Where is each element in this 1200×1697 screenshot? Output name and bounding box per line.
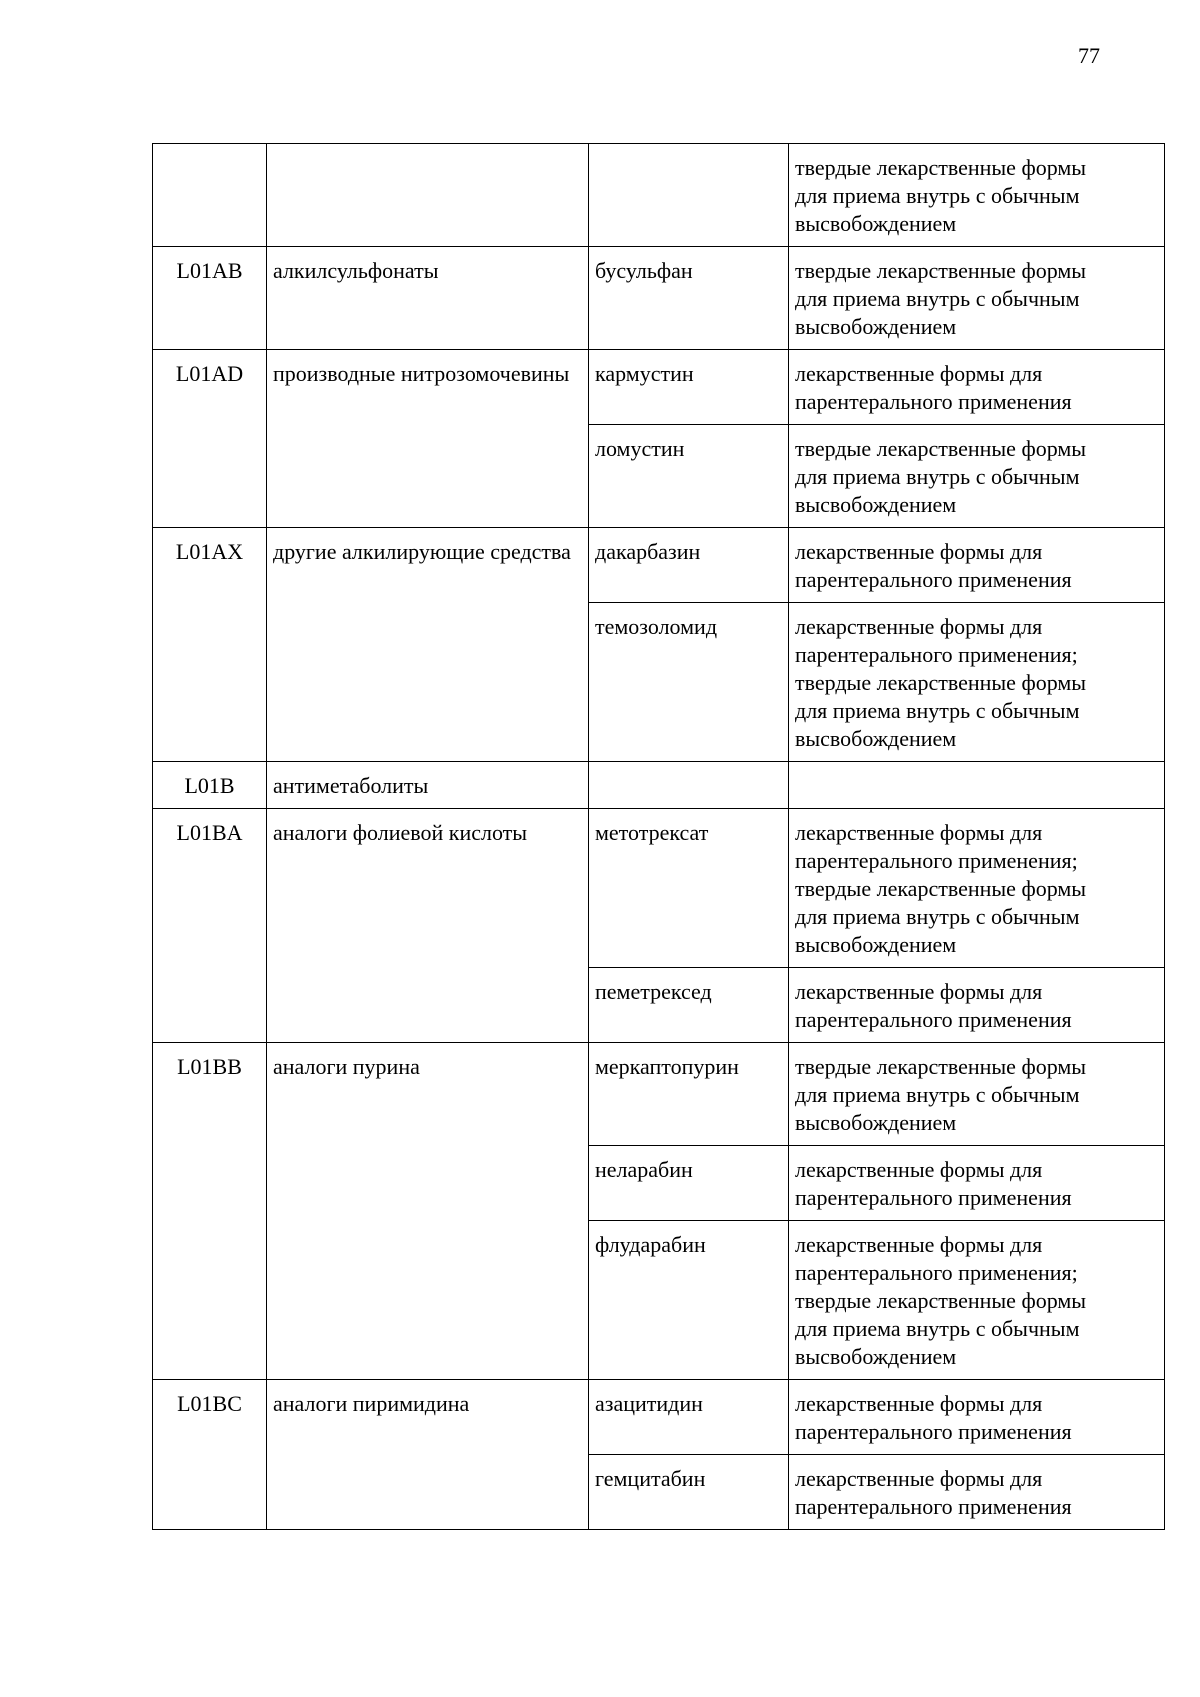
dosage-form-line: высвобождением — [795, 932, 957, 957]
dosage-form-line: парентерального применения — [795, 567, 1072, 592]
dosage-form-cell — [789, 603, 1165, 762]
dosage-form-cell — [789, 144, 1165, 247]
dosage-form-line: лекарственные формы для — [795, 1232, 1043, 1257]
dosage-form-line: парентерального применения — [795, 1494, 1072, 1519]
dosage-form-line: твердые лекарственные формы — [795, 436, 1087, 461]
dosage-form-line: для приема внутрь с обычным — [795, 183, 1080, 208]
dosage-form-cell — [789, 247, 1165, 350]
dosage-form-line: твердые лекарственные формы — [795, 670, 1087, 695]
dosage-form-line: парентерального применения; — [795, 848, 1078, 873]
group-cell: аналоги пиримидина — [267, 1380, 589, 1530]
dosage-form-line: парентерального применения — [795, 1007, 1072, 1032]
group-cell — [267, 144, 589, 247]
dosage-form-cell — [789, 350, 1165, 425]
dosage-form-cell — [789, 1043, 1165, 1146]
dosage-form-cell — [789, 968, 1165, 1043]
dosage-form-line: лекарственные формы для — [795, 979, 1043, 1004]
table-row — [153, 144, 1165, 247]
dosage-form-line: для приема внутрь с обычным — [795, 904, 1080, 929]
dosage-form-line: твердые лекарственные формы — [795, 1054, 1087, 1079]
atc-code-cell: L01BA — [153, 809, 267, 1043]
dosage-form-line: высвобождением — [795, 211, 957, 236]
table-row — [153, 247, 1165, 350]
dosage-form-line: высвобождением — [795, 492, 957, 517]
dosage-form-line: парентерального применения — [795, 1185, 1072, 1210]
dosage-form-line: высвобождением — [795, 314, 957, 339]
dosage-form-line: лекарственные формы для — [795, 539, 1043, 564]
dosage-form-line: твердые лекарственные формы — [795, 155, 1087, 180]
atc-code-cell: L01AD — [153, 350, 267, 528]
table-row — [153, 762, 1165, 809]
dosage-form-line: лекарственные формы для — [795, 1157, 1043, 1182]
dosage-form-line: твердые лекарственные формы — [795, 258, 1087, 283]
drug-cell: азацитидин — [589, 1380, 789, 1455]
drug-cell: меркаптопурин — [589, 1043, 789, 1146]
drug-cell: ломустин — [589, 425, 789, 528]
atc-code-cell: L01BB — [153, 1043, 267, 1380]
dosage-form-cell — [789, 1455, 1165, 1530]
table-row — [153, 1380, 1165, 1455]
dosage-form-cell — [789, 1221, 1165, 1380]
dosage-form-line: парентерального применения; — [795, 642, 1078, 667]
page-number: 77 — [1078, 43, 1100, 68]
dosage-form-cell — [789, 1146, 1165, 1221]
drug-classification-table — [152, 143, 1165, 1530]
dosage-form-cell — [789, 528, 1165, 603]
dosage-form-line: лекарственные формы для — [795, 1391, 1043, 1416]
dosage-form-line: высвобождением — [795, 1110, 957, 1135]
dosage-form-line: для приема внутрь с обычным — [795, 464, 1080, 489]
dosage-form-line: парентерального применения — [795, 1419, 1072, 1444]
drug-cell — [589, 144, 789, 247]
table-row — [153, 1043, 1165, 1146]
dosage-form-cell — [789, 1380, 1165, 1455]
dosage-form-cell — [789, 762, 1165, 809]
group-cell: аналоги фолиевой кислоты — [267, 809, 589, 1043]
dosage-form-line: высвобождением — [795, 726, 957, 751]
dosage-form-line: лекарственные формы для — [795, 361, 1043, 386]
drug-cell: неларабин — [589, 1146, 789, 1221]
atc-code-cell — [153, 144, 267, 247]
dosage-form-line: твердые лекарственные формы — [795, 1288, 1087, 1313]
group-cell: аналоги пурина — [267, 1043, 589, 1380]
drug-cell: пеметрексед — [589, 968, 789, 1043]
dosage-form-line: твердые лекарственные формы — [795, 876, 1087, 901]
atc-code-cell: L01B — [153, 762, 267, 809]
dosage-form-line: лекарственные формы для — [795, 614, 1043, 639]
atc-code-cell: L01BC — [153, 1380, 267, 1530]
atc-code-cell: L01AX — [153, 528, 267, 762]
dosage-form-cell — [789, 809, 1165, 968]
group-cell: производные нитрозомочевины — [267, 350, 589, 528]
dosage-form-line: парентерального применения — [795, 389, 1072, 414]
drug-cell: флударабин — [589, 1221, 789, 1380]
table-row — [153, 528, 1165, 603]
table-row — [153, 809, 1165, 968]
group-cell: антиметаболиты — [267, 762, 589, 809]
table-row — [153, 350, 1165, 425]
dosage-form-line: для приема внутрь с обычным — [795, 1316, 1080, 1341]
drug-cell: метотрексат — [589, 809, 789, 968]
drug-cell: кармустин — [589, 350, 789, 425]
dosage-form-line: для приема внутрь с обычным — [795, 286, 1080, 311]
drug-cell: гемцитабин — [589, 1455, 789, 1530]
dosage-form-cell — [789, 425, 1165, 528]
dosage-form-line: лекарственные формы для — [795, 820, 1043, 845]
group-cell: другие алкилирующие средства — [267, 528, 589, 762]
drug-cell: дакарбазин — [589, 528, 789, 603]
dosage-form-line: парентерального применения; — [795, 1260, 1078, 1285]
drug-cell: темозоломид — [589, 603, 789, 762]
dosage-form-line: для приема внутрь с обычным — [795, 1082, 1080, 1107]
group-cell: алкилсульфонаты — [267, 247, 589, 350]
dosage-form-line: лекарственные формы для — [795, 1466, 1043, 1491]
drug-cell: бусульфан — [589, 247, 789, 350]
dosage-form-line: высвобождением — [795, 1344, 957, 1369]
atc-code-cell: L01AB — [153, 247, 267, 350]
dosage-form-line: для приема внутрь с обычным — [795, 698, 1080, 723]
drug-cell — [589, 762, 789, 809]
